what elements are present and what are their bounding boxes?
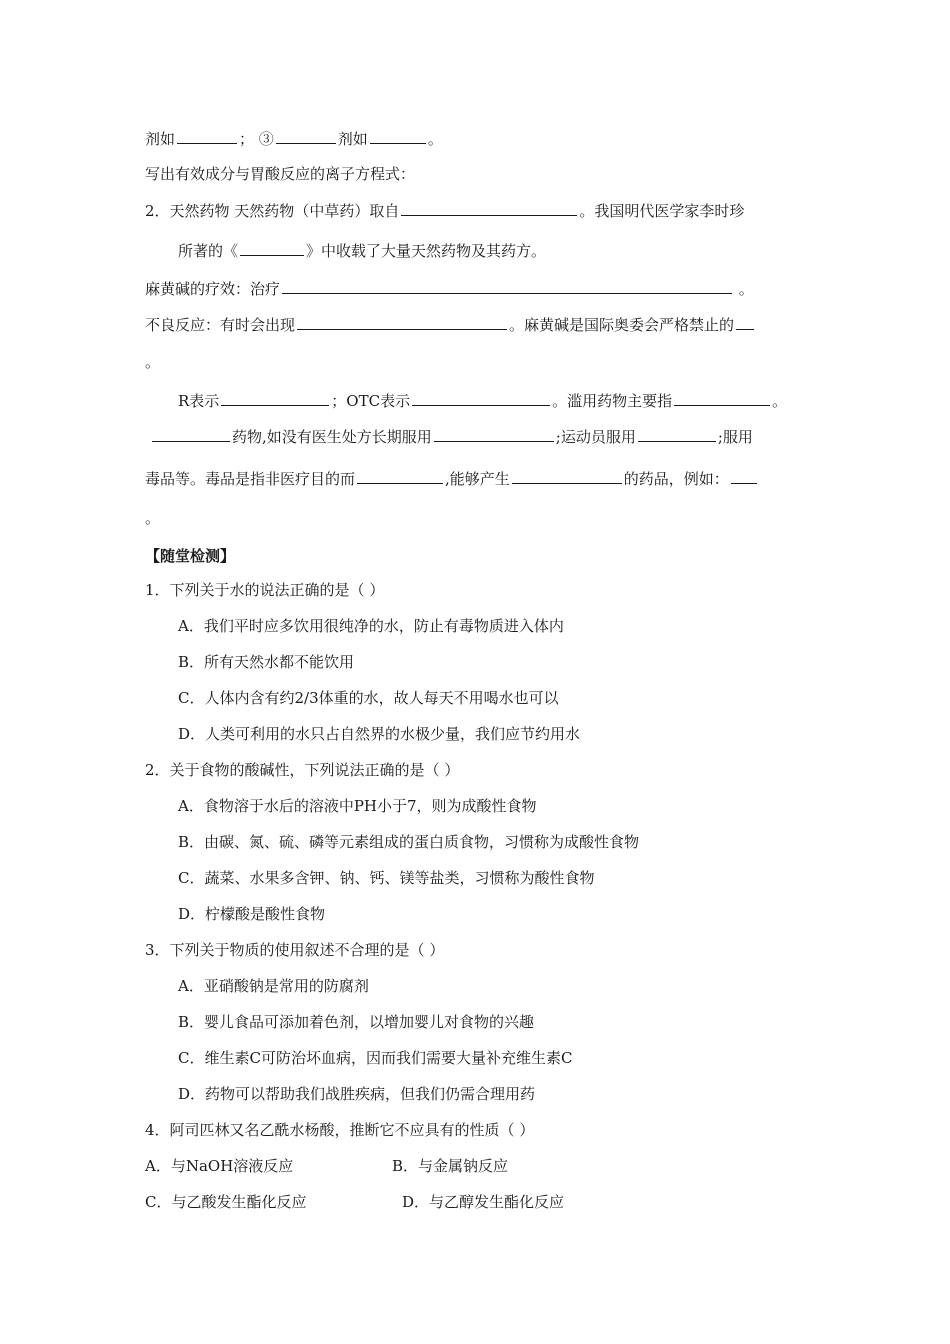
blank[interactable] bbox=[276, 128, 336, 144]
text: 麻黄碱的疗效：治疗 bbox=[145, 280, 281, 298]
text: 》中收载了大量天然药物及其药方。 bbox=[306, 242, 547, 260]
text: 药物,如没有医生处方长期服用 bbox=[232, 428, 432, 446]
text: 。 bbox=[427, 130, 443, 148]
blank[interactable] bbox=[297, 314, 507, 330]
fill-line-side-effect bbox=[145, 314, 756, 335]
text: 。 bbox=[734, 280, 754, 298]
blank[interactable] bbox=[357, 468, 443, 484]
question-1-option-d[interactable]: D．人类可利用的水只占自然界的水极少量，我们应节约用水 bbox=[178, 725, 581, 743]
question-2-option-a[interactable]: A．食物溶于水后的溶液中PH小于7，则为成酸性食物 bbox=[178, 797, 537, 815]
text: 不良反应：有时会出现 bbox=[145, 316, 296, 334]
blank[interactable] bbox=[412, 390, 550, 406]
question-3-option-b[interactable]: B．婴儿食品可添加着色剂，以增加婴儿对食物的兴趣 bbox=[178, 1013, 535, 1031]
fill-line-abuse bbox=[150, 426, 753, 447]
blank[interactable] bbox=[177, 128, 237, 144]
blank[interactable] bbox=[401, 200, 577, 216]
blank[interactable] bbox=[240, 240, 304, 256]
instruction-line: 写出有效成分与胃酸反应的离子方程式： bbox=[145, 165, 416, 183]
section-heading: 【随堂检测】 bbox=[145, 547, 236, 565]
question-1-option-c[interactable]: C．人体内含有约2/3体重的水，故人每天不用喝水也可以 bbox=[178, 689, 559, 707]
period-line: 。 bbox=[145, 353, 161, 371]
question-4-option-d[interactable]: D．与乙醇发生酯化反应 bbox=[402, 1193, 565, 1211]
fill-line-drugs bbox=[145, 468, 759, 489]
question-3-option-a[interactable]: A．亚硝酸钠是常用的防腐剂 bbox=[178, 977, 369, 995]
fill-line-1 bbox=[145, 128, 443, 149]
question-2-option-b[interactable]: B．由碳、氮、硫、磷等元素组成的蛋白质食物，习惯称为成酸性食物 bbox=[178, 833, 640, 851]
fill-line-natural-drugs bbox=[145, 200, 744, 221]
question-4-stem: 4．阿司匹林又名乙酰水杨酸，推断它不应具有的性质（ ） bbox=[145, 1121, 535, 1139]
period-line: 。 bbox=[145, 509, 161, 527]
text: ;运动员服用 bbox=[555, 428, 636, 446]
blank[interactable] bbox=[152, 426, 230, 442]
text: ,能够产生 bbox=[445, 470, 510, 488]
text: 。我国明代医学家李时珍 bbox=[579, 202, 745, 220]
text: 所著的《 bbox=[178, 242, 239, 260]
fill-line-book bbox=[178, 240, 546, 261]
question-4-option-a[interactable]: A．与NaOH溶液反应 bbox=[145, 1157, 294, 1175]
text: 。滥用药物主要指 bbox=[552, 392, 673, 410]
text: 剂如 bbox=[337, 130, 368, 148]
text: 。 bbox=[772, 392, 788, 410]
question-1-option-a[interactable]: A．我们平时应多饮用很纯净的水，防止有毒物质进入体内 bbox=[178, 617, 564, 635]
question-2-option-d[interactable]: D．柠檬酸是酸性食物 bbox=[178, 905, 326, 923]
blank[interactable] bbox=[736, 314, 754, 330]
text: 毒品等。毒品是指非医疗目的而 bbox=[145, 470, 356, 488]
text: 。麻黄碱是国际奥委会严格禁止的 bbox=[509, 316, 735, 334]
blank[interactable] bbox=[638, 426, 716, 442]
question-1-option-b[interactable]: B．所有天然水都不能饮用 bbox=[178, 653, 355, 671]
question-4-option-c[interactable]: C．与乙酸发生酯化反应 bbox=[145, 1193, 307, 1211]
blank[interactable] bbox=[731, 468, 757, 484]
text: ;服用 bbox=[717, 428, 753, 446]
question-4-option-b[interactable]: B．与金属钠反应 bbox=[392, 1157, 509, 1175]
text: 的药品，例如： bbox=[623, 470, 729, 488]
text: 剂如 bbox=[145, 130, 176, 148]
blank[interactable] bbox=[221, 390, 329, 406]
blank[interactable] bbox=[282, 278, 732, 294]
question-3-stem: 3．下列关于物质的使用叙述不合理的是（ ） bbox=[145, 941, 445, 959]
text: R表示 bbox=[178, 392, 220, 410]
question-3-option-d[interactable]: D．药物可以帮助我们战胜疾病，但我们仍需合理用药 bbox=[178, 1085, 536, 1103]
blank[interactable] bbox=[674, 390, 770, 406]
blank[interactable] bbox=[434, 426, 554, 442]
question-3-option-c[interactable]: C．维生素C可防治坏血病，因而我们需要大量补充维生素C bbox=[178, 1049, 573, 1067]
blank[interactable] bbox=[512, 468, 622, 484]
question-1-stem: 1．下列关于水的说法正确的是（ ） bbox=[145, 581, 385, 599]
text: 2．天然药物 天然药物（中草药）取自 bbox=[145, 202, 400, 220]
text: ；OTC表示 bbox=[331, 392, 411, 410]
text: ； ③ bbox=[239, 130, 274, 148]
question-2-stem: 2．关于食物的酸碱性，下列说法正确的是（ ） bbox=[145, 761, 460, 779]
blank[interactable] bbox=[370, 128, 426, 144]
fill-line-r-otc bbox=[178, 390, 787, 411]
fill-line-ephedrine-effect bbox=[145, 278, 754, 299]
question-2-option-c[interactable]: C．蔬菜、水果多含钾、钠、钙、镁等盐类，习惯称为酸性食物 bbox=[178, 869, 595, 887]
